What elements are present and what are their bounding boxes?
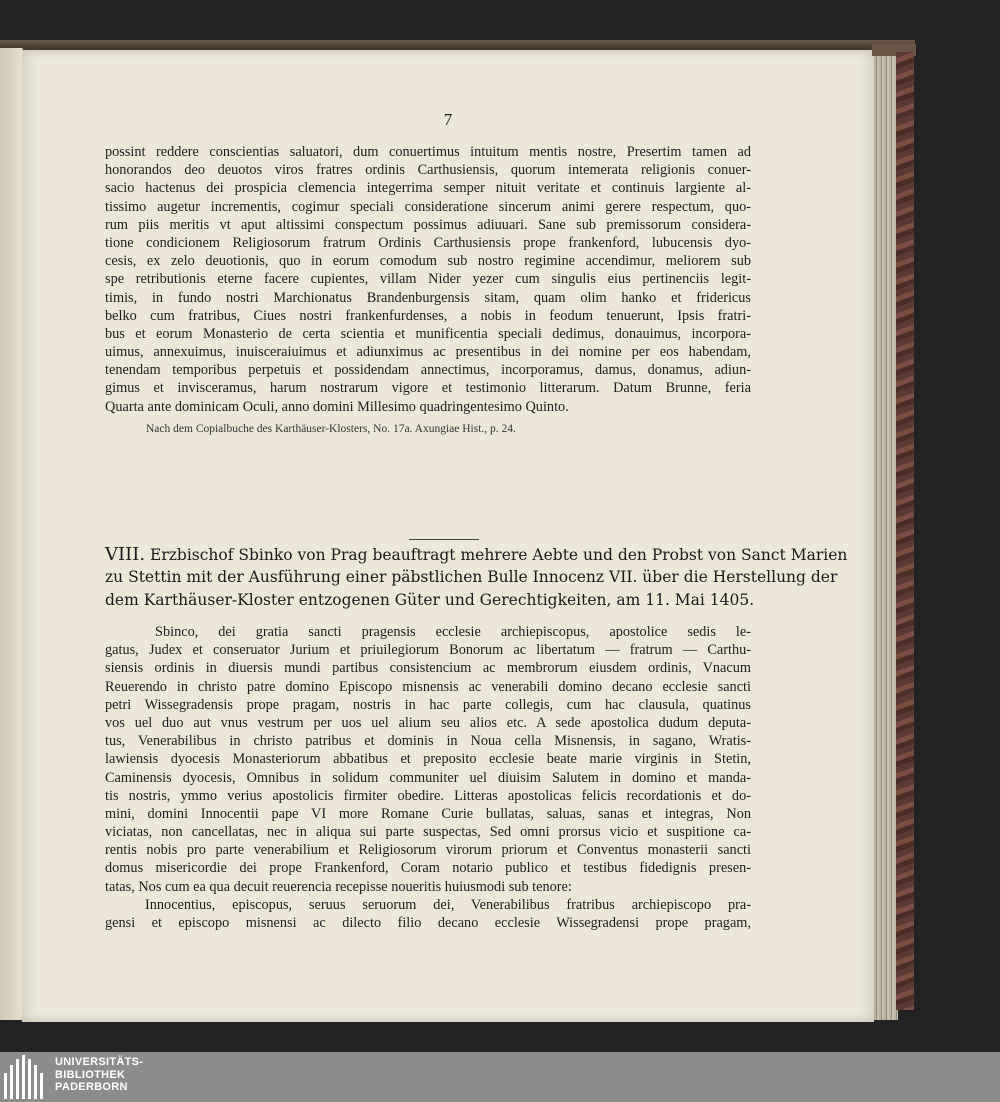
text-line: bus et eorum Monasterio de certa scientia et munificentia speciali dedimus, donauimus, incorpora- (105, 325, 751, 342)
text-line: cesis, ex zelo deuotionis, quo in eorum comodum sub nostro regimine accendimur, meliorem sub (105, 253, 751, 270)
library-name (55, 1056, 143, 1094)
text-line: domus misericordie dei prope Frankenford, Coram notario publico et testibus fidedignis presen- (105, 860, 751, 877)
text-line: Sbinco, dei gratia sancti pragensis ecclesie archiepiscopus, apostolice sedis le- (155, 624, 751, 640)
library-logo-icon (2, 1055, 48, 1099)
heading-line-2: zu Stettin mit der Ausführung einer päbstlichen Bulle Innocenz VII. über die Herstellung der (105, 568, 838, 586)
left-page-edge (0, 48, 23, 1020)
source-footnote: Nach dem Copialbuche des Karthäuser-Klosters, No. 17a. Axungiae Hist., p. 24. (146, 423, 516, 435)
text-line: tatas, Nos cum ea qua decuit reuerencia recepisse noueritis huiusmodi sub tenore: (105, 878, 572, 895)
text-line: tissimo augetur incrementis, cogimur speciali consideratione sincerum animi gerere respectum, quo- (105, 198, 751, 215)
library-name-line-3: PADERBORN (55, 1081, 128, 1093)
text-line: belko cum fratribus, Ciues nostri frankenfurdenses, a nobis in feodum tenuerunt, Ipsis fratri- (105, 307, 751, 324)
text-line: Innocentius, episcopus, seruus seruorum dei, Venerabilibus fratribus archiepiscopo pra- (145, 896, 751, 913)
text-line: Quarta ante dominicam Oculi, anno domini Millesimo quadringentesimo Quinto. (105, 398, 569, 415)
heading-line-1 (105, 543, 848, 566)
page-number: 7 (443, 110, 453, 129)
text-line: rum piis meritis vt aput altissimi conspectum possimus adiuuari. Sane sub premissorum considera- (105, 216, 751, 233)
section-heading (105, 543, 848, 612)
text-line: gatus, Judex et conseruator Jurium et priuilegiorum Bonorum ac libertatum — fratrum — Carthu- (105, 642, 751, 659)
text-line: timis, in fundo nostri Marchionatus Brandenburgensis sitam, quam olim hanko et fridericus (105, 289, 751, 306)
text-line: gensi et episcopo misnensi ac dilecto filio decano ecclesie Wissegradensi prope pragam, (105, 915, 751, 931)
section-divider (409, 539, 479, 540)
text-line: sacio hactenus dei prospicia clemencia integerrima semper nituit veritate et continuis largiente al- (105, 180, 751, 197)
text-line: Reuerendo in christo patre domino Episcopo misnensis ac venerabili domino decano ecclesie sancti (105, 678, 751, 695)
library-name-line-2: BIBLIOTHEK (55, 1068, 126, 1081)
text-line: siensis ordinis in diuersis mundi partibus consistencium ac membrorum eiusdem ordinis, Vnacum (105, 660, 751, 677)
text-line: lawiensis dyocesis Monasteriorum abbatibus et preposito ecclesie beate marie virginis in Stetin, (105, 751, 751, 768)
section-number: VIII. (105, 544, 146, 565)
book-top-edge (0, 40, 915, 50)
text-line: tione condicionem Religiosorum fratrum Ordinis Carthusiensis prope frankenford, lubucensis dyo- (105, 234, 751, 251)
heading-text: Erzbischof Sbinko von Prag beauftragt mehrere Aebte und den Probst von Sanct Marien (150, 546, 848, 564)
text-line: Caminensis dyocesis, Omnibus in solidum communiter uel diuisim Salutem in domino et manda- (105, 769, 751, 786)
text-line: tis nostris, ymmo verius apostolicis firmiter obedire. Litteras apostolicas felicis recordationis et do- (105, 787, 751, 804)
text-line: petri Wissegradensis prope pragam, nostris in hac parte collegis, cum hac clausula, quatinus (105, 696, 751, 713)
text-line: tus, Venerabilibus in christo patribus et dominis in Noua cella Misnensis, in sagano, Wratis- (105, 733, 751, 750)
text-line: spe retributionis eterne facere cupientes, villam Nider yezer cum singulis eius pertinenciis legit- (105, 271, 751, 288)
library-footer (0, 1052, 1000, 1102)
paragraph-charter (105, 143, 751, 416)
text-line: possint reddere conscientias saluatori, dum conuertimus intuitum mentis nostre, Presertim tamen ad (105, 144, 751, 160)
text-line: rentis nobis pro parte venerabilium et Religiosorum virorum priorum et Conventus monasterii sancti (105, 842, 751, 859)
paragraph-document (105, 623, 751, 932)
page-stack-edges (874, 52, 898, 1020)
heading-line-3: dem Karthäuser-Kloster entzogenen Güter und Gerechtigkeiten, am 11. Mai 1405. (105, 591, 755, 609)
text-line: viciatas, non cancellatas, nec in aliqua sui parte suspectas, Sed omni prorsus vicio et suspitione ca- (105, 824, 751, 841)
text-line: honorandos deo deuotos viros fratres ordinis Carthusiensis, quorum intemerata religionis conuer- (105, 162, 751, 179)
text-line: vos uel duo aut vnus vestrum per uos uel alium seu alios etc. A sede apostolica dudum deputa- (105, 714, 751, 731)
library-name-line-1: UNIVERSITÄTS- (55, 1056, 144, 1068)
text-line: uimus, annexuimus, inuisceraiuimus et adiunximus ac presentibus in dei nomine per eos habendam, (105, 344, 751, 361)
text-line: mini, domini Innocentii pape VI more Romane Curie bullatas, saluas, sanas et integras, Non (105, 805, 751, 822)
text-line: tenendam temporibus perpetuis et possidendam annectimus, incorporamus, damus, donamus, adiun- (105, 362, 751, 379)
marbled-cover (896, 52, 914, 1010)
text-line: gimus et invisceramus, harum nostrarum vigore et testimonio litterarum. Datum Brunne, feria (105, 380, 751, 397)
book-page (22, 50, 874, 1022)
